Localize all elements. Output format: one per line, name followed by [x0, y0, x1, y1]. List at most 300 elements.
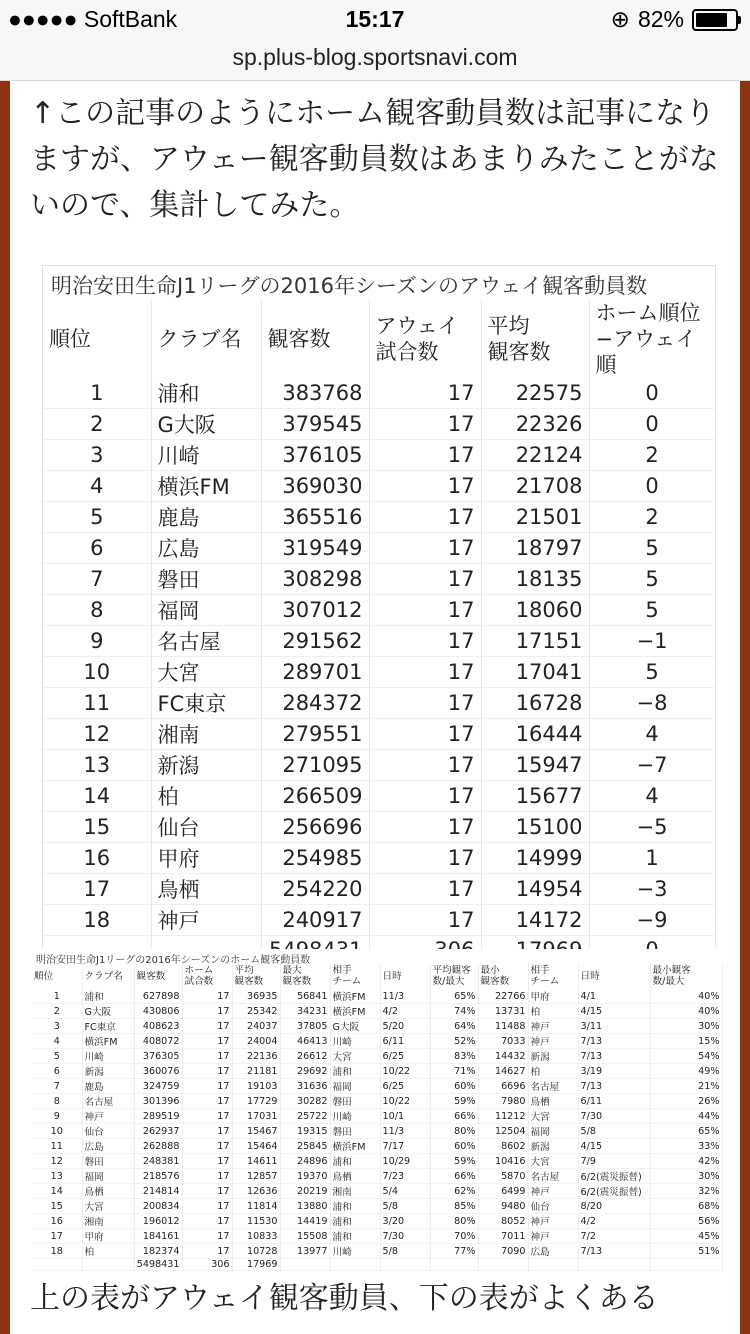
table-cell — [380, 1259, 430, 1271]
table-cell: 8 — [32, 1094, 82, 1109]
table-cell: 29692 — [280, 1064, 330, 1079]
table-cell: 182374 — [134, 1244, 182, 1259]
table-cell: 26612 — [280, 1049, 330, 1064]
column-header: 最小 観客数 — [478, 963, 528, 989]
table-cell: 6499 — [478, 1184, 528, 1199]
table-cell: 17 — [369, 750, 481, 781]
table-cell: −1 — [589, 626, 715, 657]
table-cell: 17 — [182, 1034, 232, 1049]
table-cell: 31636 — [280, 1079, 330, 1094]
table-cell: 17 — [369, 781, 481, 812]
table-cell: 64% — [430, 1019, 478, 1034]
table-cell: 17 — [182, 1244, 232, 1259]
table-cell: 42% — [650, 1154, 722, 1169]
table-cell: 15464 — [232, 1139, 280, 1154]
table-cell: 21% — [650, 1079, 722, 1094]
table-cell: 15467 — [232, 1124, 280, 1139]
table-cell: 279551 — [261, 719, 369, 750]
table-cell: 365516 — [261, 502, 369, 533]
table-cell: 8602 — [478, 1139, 528, 1154]
away-table-title: 明治安田生命J1リーグの2016年シーズンのアウェイ観客動員数 — [51, 274, 648, 298]
table-cell: 66% — [430, 1169, 478, 1184]
table-cell: 74% — [430, 1004, 478, 1019]
table-cell: 376305 — [134, 1049, 182, 1064]
table-cell: 6/25 — [380, 1049, 430, 1064]
table-cell: 12504 — [478, 1124, 528, 1139]
table-cell: 369030 — [261, 471, 369, 502]
table-cell: 7/30 — [380, 1229, 430, 1244]
table-cell: 川崎 — [330, 1034, 380, 1049]
table-cell: 21501 — [481, 502, 589, 533]
table-cell: 磐田 — [82, 1154, 134, 1169]
table-cell: 32% — [650, 1184, 722, 1199]
table-cell: 17031 — [232, 1109, 280, 1124]
table-cell: 横浜FM — [330, 1004, 380, 1019]
table-cell: 浦和 — [330, 1064, 380, 1079]
table-row — [43, 471, 715, 502]
table-cell: 14999 — [481, 843, 589, 874]
table-cell: 5/8 — [380, 1199, 430, 1214]
table-cell: 379545 — [261, 409, 369, 440]
table-cell: 360076 — [134, 1064, 182, 1079]
table-cell: 68% — [650, 1199, 722, 1214]
table-cell: 16728 — [481, 688, 589, 719]
table-cell: 名古屋 — [528, 1169, 578, 1184]
table-row — [43, 409, 715, 440]
address-bar[interactable] — [0, 40, 750, 81]
table-cell: 17 — [369, 719, 481, 750]
table-cell: 7011 — [478, 1229, 528, 1244]
table-cell: 14627 — [478, 1064, 528, 1079]
table-cell: 7/13 — [578, 1049, 650, 1064]
table-cell: 49% — [650, 1064, 722, 1079]
table-cell: 6/25 — [380, 1079, 430, 1094]
table-cell: 218576 — [134, 1169, 182, 1184]
table-cell: 214814 — [134, 1184, 182, 1199]
table-row — [43, 657, 715, 688]
table-cell: 46413 — [280, 1034, 330, 1049]
table-cell: 横浜FM — [82, 1034, 134, 1049]
table-cell: 0 — [589, 471, 715, 502]
table-cell: 20219 — [280, 1184, 330, 1199]
table-cell: 17 — [369, 440, 481, 471]
table-cell: 60% — [430, 1079, 478, 1094]
table-cell: 湘南 — [330, 1184, 380, 1199]
table-cell — [650, 1259, 722, 1271]
table-cell: 10728 — [232, 1244, 280, 1259]
table-cell: 4 — [589, 781, 715, 812]
column-header: 最小観客 数/最大 — [650, 963, 722, 989]
table-cell: 6/11 — [578, 1094, 650, 1109]
status-bar — [0, 0, 750, 40]
table-cell: 7/2 — [578, 1229, 650, 1244]
table-row — [43, 750, 715, 781]
table-cell: 鹿島 — [151, 502, 261, 533]
table-cell: 横浜FM — [151, 471, 261, 502]
table-cell: 8 — [43, 595, 151, 626]
table-row — [32, 989, 722, 1004]
table-cell: 神戸 — [528, 1184, 578, 1199]
table-row — [32, 1124, 722, 1139]
table-cell: 3 — [43, 440, 151, 471]
table-cell: 湘南 — [151, 719, 261, 750]
table-cell: 17 — [369, 657, 481, 688]
away-table-header — [43, 300, 715, 378]
table-cell: 14419 — [280, 1214, 330, 1229]
table-cell: 17969 — [232, 1259, 280, 1271]
table-cell: 62% — [430, 1184, 478, 1199]
table-cell: 10/22 — [380, 1064, 430, 1079]
table-cell: 甲府 — [528, 989, 578, 1004]
table-cell: 262937 — [134, 1124, 182, 1139]
table-cell: 18 — [32, 1244, 82, 1259]
table-cell: 7980 — [478, 1094, 528, 1109]
table-cell: 430806 — [134, 1004, 182, 1019]
table-cell: 5 — [589, 595, 715, 626]
table-row — [32, 1139, 722, 1154]
table-cell: 名古屋 — [82, 1094, 134, 1109]
table-cell: 13731 — [478, 1004, 528, 1019]
table-row — [43, 533, 715, 564]
table-cell: 11814 — [232, 1199, 280, 1214]
table-cell: 80% — [430, 1124, 478, 1139]
table-cell: 磐田 — [330, 1124, 380, 1139]
table-cell: 14611 — [232, 1154, 280, 1169]
table-cell: FC東京 — [151, 688, 261, 719]
table-cell: 新潟 — [151, 750, 261, 781]
table-row — [32, 1064, 722, 1079]
table-cell: 14432 — [478, 1049, 528, 1064]
table-cell: 福岡 — [82, 1169, 134, 1184]
table-cell: 40% — [650, 1004, 722, 1019]
table-cell: 11488 — [478, 1019, 528, 1034]
table-row — [43, 843, 715, 874]
table-cell: 神戸 — [528, 1019, 578, 1034]
table-cell: 308298 — [261, 564, 369, 595]
table-cell: 仙台 — [82, 1124, 134, 1139]
table-cell: 7/13 — [578, 1034, 650, 1049]
table-cell: 34231 — [280, 1004, 330, 1019]
table-cell: 4/2 — [578, 1214, 650, 1229]
table-cell: −8 — [589, 688, 715, 719]
table-cell: −3 — [589, 874, 715, 905]
table-row — [43, 440, 715, 471]
table-cell: 柏 — [528, 1004, 578, 1019]
table-cell: 2 — [589, 440, 715, 471]
table-cell: 17 — [369, 688, 481, 719]
table-cell: 56841 — [280, 989, 330, 1004]
table-cell: 11/3 — [380, 1124, 430, 1139]
table-cell: 7/17 — [380, 1139, 430, 1154]
table-cell — [478, 1259, 528, 1271]
table-cell: 45% — [650, 1229, 722, 1244]
table-cell: 25845 — [280, 1139, 330, 1154]
table-cell: 3/11 — [578, 1019, 650, 1034]
table-cell: 川崎 — [330, 1109, 380, 1124]
table-cell: 10 — [43, 657, 151, 688]
column-header: 平均 観客数 — [232, 963, 280, 989]
table-cell: 13880 — [280, 1199, 330, 1214]
table-cell: 16 — [43, 843, 151, 874]
table-cell: 17 — [182, 1124, 232, 1139]
table-cell: 川崎 — [82, 1049, 134, 1064]
table-cell: 83% — [430, 1049, 478, 1064]
table-cell: 神戸 — [528, 1229, 578, 1244]
table-cell: 22124 — [481, 440, 589, 471]
table-cell: 291562 — [261, 626, 369, 657]
table-cell: 6/11 — [380, 1034, 430, 1049]
table-cell: 11530 — [232, 1214, 280, 1229]
table-cell: 9 — [43, 626, 151, 657]
table-cell: 浦和 — [151, 378, 261, 409]
table-cell: 10/1 — [380, 1109, 430, 1124]
table-cell: 5 — [589, 657, 715, 688]
table-cell: 川崎 — [151, 440, 261, 471]
table-cell: 289519 — [134, 1109, 182, 1124]
table-row — [32, 1199, 722, 1214]
table-cell: 5498431 — [134, 1259, 182, 1271]
table-cell: 25722 — [280, 1109, 330, 1124]
table-cell: 17 — [369, 502, 481, 533]
table-cell: 新潟 — [528, 1049, 578, 1064]
column-header: 相手 チーム — [330, 963, 380, 989]
table-cell: 11 — [32, 1139, 82, 1154]
table-cell: 13977 — [280, 1244, 330, 1259]
table-row — [43, 688, 715, 719]
table-cell: 甲府 — [151, 843, 261, 874]
table-cell: 仙台 — [528, 1199, 578, 1214]
table-cell: 2 — [43, 409, 151, 440]
table-cell: 鳥栖 — [528, 1094, 578, 1109]
table-cell: 59% — [430, 1154, 478, 1169]
table-cell: 名古屋 — [528, 1079, 578, 1094]
table-cell: 22136 — [232, 1049, 280, 1064]
table-cell: 319549 — [261, 533, 369, 564]
table-cell: 16 — [32, 1214, 82, 1229]
table-cell: 6 — [32, 1064, 82, 1079]
table-cell: 名古屋 — [151, 626, 261, 657]
column-header: 平均観客 数/最大 — [430, 963, 478, 989]
column-header: 観客数 — [134, 963, 182, 989]
column-header: クラブ名 — [82, 963, 134, 989]
table-cell: 大宮 — [330, 1049, 380, 1064]
table-cell: 17 — [182, 1049, 232, 1064]
table-cell: 7/9 — [578, 1154, 650, 1169]
table-cell: 浦和 — [82, 989, 134, 1004]
table-cell: 柏 — [82, 1244, 134, 1259]
table-cell: 鹿島 — [82, 1079, 134, 1094]
column-header: 相手 チーム — [528, 963, 578, 989]
table-cell: 15% — [650, 1034, 722, 1049]
table-cell: 200834 — [134, 1199, 182, 1214]
table-cell: 15947 — [481, 750, 589, 781]
column-header: ホーム 試合数 — [182, 963, 232, 989]
table-cell: 80% — [430, 1214, 478, 1229]
table-cell: 12 — [32, 1154, 82, 1169]
table-cell: 7090 — [478, 1244, 528, 1259]
intro-paragraph: ↑この記事のようにホーム観客動員数は記事になりますが、アウェー観客動員数はあまりみたことがないので、集計してみた。 — [30, 96, 719, 223]
table-cell: 大宮 — [151, 657, 261, 688]
table-cell: 0 — [589, 409, 715, 440]
table-cell: 22766 — [478, 989, 528, 1004]
home-attendance-table-image — [32, 949, 722, 1271]
table-cell: −5 — [589, 812, 715, 843]
table-cell: 8052 — [478, 1214, 528, 1229]
table-cell: 30282 — [280, 1094, 330, 1109]
table-row — [43, 502, 715, 533]
table-cell: 15677 — [481, 781, 589, 812]
rotation-lock-icon: ⊕ — [610, 6, 630, 32]
column-header: 日時 — [578, 963, 650, 989]
table-cell: 306 — [182, 1259, 232, 1271]
table-cell: 85% — [430, 1199, 478, 1214]
table-cell: 新潟 — [528, 1139, 578, 1154]
table-cell: 40% — [650, 989, 722, 1004]
table-cell: 19315 — [280, 1124, 330, 1139]
url-text: sp.plus-blog.sportsnavi.com — [232, 44, 518, 70]
table-cell: 6/2(震災振替) — [578, 1184, 650, 1199]
table-cell: 24896 — [280, 1154, 330, 1169]
table-cell — [430, 1259, 478, 1271]
table-row — [43, 812, 715, 843]
table-cell: 30% — [650, 1169, 722, 1184]
table-cell: 13 — [32, 1169, 82, 1184]
table-cell: 17 — [182, 1214, 232, 1229]
table-cell: 18060 — [481, 595, 589, 626]
table-cell: 65% — [650, 1124, 722, 1139]
table-cell: 10/29 — [380, 1154, 430, 1169]
table-cell: 9480 — [478, 1199, 528, 1214]
table-cell: 5 — [43, 502, 151, 533]
table-cell: 19370 — [280, 1169, 330, 1184]
table-cell — [330, 1259, 380, 1271]
table-cell: 22326 — [481, 409, 589, 440]
table-cell: 神戸 — [528, 1034, 578, 1049]
table-cell: 24004 — [232, 1034, 280, 1049]
column-header: 最大 観客数 — [280, 963, 330, 989]
table-cell: 184161 — [134, 1229, 182, 1244]
table-cell: 神戸 — [82, 1109, 134, 1124]
table-cell: 5 — [589, 533, 715, 564]
table-cell: 広島 — [528, 1244, 578, 1259]
home-table-header — [32, 963, 722, 989]
table-row — [32, 1169, 722, 1184]
table-cell: 17 — [369, 378, 481, 409]
table-cell: 256696 — [261, 812, 369, 843]
table-cell: 12636 — [232, 1184, 280, 1199]
table-cell: 4 — [589, 719, 715, 750]
table-cell: 271095 — [261, 750, 369, 781]
column-header: クラブ名 — [151, 300, 261, 378]
column-header: 順位 — [32, 963, 82, 989]
table-cell: 14 — [43, 781, 151, 812]
table-cell: 横浜FM — [330, 1139, 380, 1154]
away-table — [43, 300, 716, 965]
table-cell: 17 — [369, 626, 481, 657]
table-row — [32, 1004, 722, 1019]
table-cell: 柏 — [151, 781, 261, 812]
table-cell: 11/3 — [380, 989, 430, 1004]
table-cell: 18135 — [481, 564, 589, 595]
table-cell: 鳥栖 — [151, 874, 261, 905]
table-cell: 磐田 — [330, 1094, 380, 1109]
table-cell: 25342 — [232, 1004, 280, 1019]
column-header: 平均 観客数 — [481, 300, 589, 378]
table-cell: 17 — [182, 1004, 232, 1019]
table-cell: G大阪 — [330, 1019, 380, 1034]
table-cell: −7 — [589, 750, 715, 781]
table-cell: 4/15 — [578, 1004, 650, 1019]
table-cell: 17 — [369, 564, 481, 595]
home-table — [32, 963, 723, 1271]
table-cell: 324759 — [134, 1079, 182, 1094]
table-cell: 4/15 — [578, 1139, 650, 1154]
table-cell: 6 — [43, 533, 151, 564]
table-cell: 36935 — [232, 989, 280, 1004]
table-row — [32, 1229, 722, 1244]
table-cell: 7/13 — [578, 1079, 650, 1094]
table-cell: 17 — [182, 1229, 232, 1244]
table-cell: 湘南 — [82, 1214, 134, 1229]
table-cell: 3 — [32, 1019, 82, 1034]
table-cell: 6696 — [478, 1079, 528, 1094]
table-cell: 15100 — [481, 812, 589, 843]
table-cell: 11 — [43, 688, 151, 719]
table-cell: 3/20 — [380, 1214, 430, 1229]
table-row — [32, 1214, 722, 1229]
table-cell: 17 — [182, 1064, 232, 1079]
table-cell: 17 — [182, 1139, 232, 1154]
table-cell: 7 — [43, 564, 151, 595]
table-row — [32, 1154, 722, 1169]
table-cell: 甲府 — [82, 1229, 134, 1244]
table-cell: 4 — [43, 471, 151, 502]
column-header: 観客数 — [261, 300, 369, 378]
table-cell: 12 — [43, 719, 151, 750]
column-header: アウェイ 試合数 — [369, 300, 481, 378]
table-row — [43, 595, 715, 626]
table-cell: 7/23 — [380, 1169, 430, 1184]
table-cell: 7 — [32, 1079, 82, 1094]
table-cell: 1 — [32, 989, 82, 1004]
table-cell: 52% — [430, 1034, 478, 1049]
table-cell: 18797 — [481, 533, 589, 564]
table-row — [32, 1049, 722, 1064]
table-cell: 17 — [182, 1169, 232, 1184]
table-cell: 17 — [182, 1199, 232, 1214]
table-row — [43, 626, 715, 657]
table-row — [43, 905, 715, 936]
table-cell: FC東京 — [82, 1019, 134, 1034]
table-cell: 17 — [369, 874, 481, 905]
table-cell: 14172 — [481, 905, 589, 936]
table-cell: 浦和 — [330, 1229, 380, 1244]
battery-icon — [692, 9, 738, 31]
table-cell: 5 — [32, 1049, 82, 1064]
table-cell: 77% — [430, 1244, 478, 1259]
table-cell: 神戸 — [151, 905, 261, 936]
table-cell: 30% — [650, 1019, 722, 1034]
table-cell: 4 — [32, 1034, 82, 1049]
table-cell: 神戸 — [528, 1214, 578, 1229]
table-cell: 14954 — [481, 874, 589, 905]
table-cell: 福岡 — [528, 1124, 578, 1139]
table-row — [43, 781, 715, 812]
table-cell: 5/8 — [578, 1124, 650, 1139]
table-cell: 5/4 — [380, 1184, 430, 1199]
table-cell: 17 — [182, 1109, 232, 1124]
table-cell: 10 — [32, 1124, 82, 1139]
